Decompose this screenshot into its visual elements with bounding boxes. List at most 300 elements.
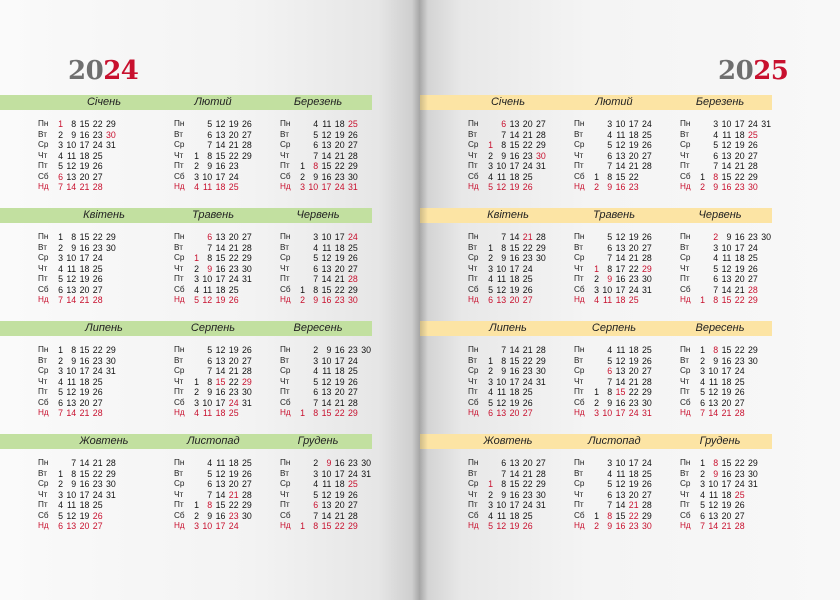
day-cell: 14 <box>215 140 226 150</box>
day-cell: 24 <box>334 182 345 192</box>
day-cell: 15 <box>615 387 626 397</box>
day-cell: 24 <box>522 263 533 274</box>
day-cell: 27 <box>92 284 103 295</box>
weekday-label: Сб <box>280 510 291 520</box>
day-cell: 17 <box>321 182 332 192</box>
weekday-label: Ср <box>280 140 291 149</box>
day-cell: 7 <box>313 510 319 521</box>
day-cell: 17 <box>615 263 626 274</box>
day-cell: 25 <box>642 129 652 140</box>
day-cell: 23 <box>628 182 639 192</box>
month-name: Вересень <box>293 322 343 334</box>
day-cell: 12 <box>321 253 332 263</box>
day-cell: 2 <box>300 295 305 305</box>
weekday-label: Вт <box>280 468 289 478</box>
weekday-label: Сб <box>468 397 479 407</box>
day-cell: 28 <box>348 274 358 284</box>
weekday-label: Ср <box>680 140 691 149</box>
day-cell: 20 <box>79 397 90 408</box>
weekday-label: Чт <box>468 150 478 160</box>
weekday-label: Чт <box>280 150 290 160</box>
day-cell: 20 <box>79 521 90 531</box>
day-cell: 2 <box>488 489 493 500</box>
day-cell: 18 <box>628 345 639 355</box>
day-cell: 23 <box>628 521 639 531</box>
weekday-label: Вт <box>280 129 289 139</box>
day-cell: 21 <box>628 253 639 263</box>
weekday-label: Пн <box>174 345 185 354</box>
day-cell: 21 <box>79 182 90 192</box>
day-cell: 1 <box>58 345 63 355</box>
day-cell: 16 <box>79 129 90 140</box>
day-cell: 10 <box>496 500 507 510</box>
day-cell: 11 <box>203 182 213 192</box>
day-cell: 8 <box>501 355 507 366</box>
day-cell: 10 <box>721 242 732 253</box>
day-cell: 11 <box>722 253 732 263</box>
day-cell: 2 <box>300 171 305 182</box>
day-cell: 25 <box>734 489 745 500</box>
weekday-label: Чт <box>680 150 690 160</box>
day-cell: 26 <box>348 253 358 263</box>
day-cell: 7 <box>58 182 63 192</box>
weekday-label: Вт <box>38 355 47 365</box>
day-cell: 4 <box>700 489 705 500</box>
day-cell: 21 <box>79 408 90 418</box>
day-cell: 19 <box>79 387 90 397</box>
day-cell: 28 <box>642 376 652 387</box>
day-cell: 6 <box>488 408 493 418</box>
day-cell: 1 <box>300 161 305 171</box>
day-cell: 23 <box>228 510 239 521</box>
day-cell: 13 <box>721 274 732 284</box>
day-cell: 8 <box>713 295 719 305</box>
weekday-label: Сб <box>680 171 691 181</box>
weekday-label: Сб <box>574 284 585 294</box>
weekday-label: Пт <box>38 274 48 283</box>
weekday-label: Вт <box>468 129 477 139</box>
day-cell: 11 <box>322 242 332 253</box>
weekday-label: Чт <box>574 376 584 386</box>
day-cell: 14 <box>509 345 520 355</box>
month-name: Березень <box>293 96 343 108</box>
day-cell: 27 <box>242 355 252 366</box>
day-cell: 16 <box>321 295 332 305</box>
day-cell: 26 <box>748 263 758 274</box>
day-cell: 3 <box>313 355 319 366</box>
day-cell: 9 <box>71 242 77 253</box>
day-cell: 9 <box>313 171 319 182</box>
day-cell: 11 <box>203 408 213 418</box>
day-cell: 29 <box>242 500 252 510</box>
day-cell: 26 <box>642 479 652 489</box>
weekday-label: Ср <box>468 366 479 375</box>
day-cell: 23 <box>348 458 358 468</box>
day-cell: 24 <box>748 119 758 129</box>
day-cell: 30 <box>642 274 652 284</box>
weekday-label: Нд <box>574 408 585 417</box>
day-cell: 24 <box>228 521 239 531</box>
day-cell: 26 <box>348 376 358 387</box>
day-cell: 9 <box>607 397 613 408</box>
month-name: Травень <box>191 209 235 221</box>
day-cell: 1 <box>488 355 493 366</box>
day-cell: 4 <box>207 458 213 468</box>
day-cell: 14 <box>215 242 226 253</box>
day-cell: 18 <box>509 510 520 521</box>
day-cell: 26 <box>92 510 103 521</box>
day-cell: 22 <box>628 263 639 274</box>
day-cell: 31 <box>761 119 771 129</box>
day-cell: 11 <box>616 345 626 355</box>
day-cell: 22 <box>522 140 533 150</box>
day-cell: 29 <box>642 387 652 397</box>
day-cell: 18 <box>628 129 639 140</box>
day-cell: 22 <box>228 253 239 263</box>
day-cell: 31 <box>242 274 252 284</box>
day-cell: 23 <box>228 387 239 397</box>
day-cell: 14 <box>66 408 77 418</box>
day-cell: 2 <box>58 355 63 366</box>
day-cell: 20 <box>628 489 639 500</box>
day-cell: 12 <box>321 129 332 140</box>
day-cell: 27 <box>642 242 652 253</box>
day-cell: 27 <box>348 140 358 150</box>
day-cell: 4 <box>313 119 319 129</box>
weekday-label: Ср <box>468 253 479 262</box>
day-cell: 15 <box>215 500 226 510</box>
day-cell: 28 <box>348 150 358 161</box>
weekday-label: Пт <box>280 274 290 283</box>
day-cell: 6 <box>607 366 613 376</box>
day-cell: 15 <box>721 171 732 182</box>
month-name: Серпень <box>591 322 637 334</box>
day-cell: 17 <box>721 366 732 376</box>
month-name: Квітень <box>487 209 529 221</box>
day-cell: 31 <box>106 366 116 376</box>
day-cell: 16 <box>79 355 90 366</box>
day-cell: 25 <box>642 468 652 479</box>
day-cell: 12 <box>202 295 213 305</box>
day-cell: 23 <box>734 355 745 366</box>
day-cell: 7 <box>207 366 213 376</box>
day-cell: 19 <box>334 253 345 263</box>
weekday-label: Пн <box>468 232 479 241</box>
day-cell: 27 <box>348 387 358 397</box>
weekday-label: Сб <box>174 510 185 520</box>
day-cell: 15 <box>721 295 732 305</box>
day-cell: 4 <box>713 253 719 263</box>
day-cell: 21 <box>522 232 533 242</box>
day-cell: 14 <box>321 397 332 408</box>
day-cell: 4 <box>194 284 199 295</box>
day-cell: 4 <box>58 150 63 161</box>
day-cell: 22 <box>734 458 745 468</box>
day-cell: 8 <box>713 345 719 355</box>
day-cell: 2 <box>488 253 493 263</box>
day-cell: 16 <box>509 366 520 376</box>
day-cell: 8 <box>71 119 77 129</box>
day-cell: 10 <box>496 263 507 274</box>
day-cell: 25 <box>748 129 758 140</box>
day-cell: 12 <box>66 387 77 397</box>
day-cell: 30 <box>242 387 252 397</box>
day-cell: 29 <box>348 284 358 295</box>
day-cell: 20 <box>334 263 345 274</box>
weekday-label: Вт <box>574 355 583 365</box>
day-cell: 24 <box>348 355 358 366</box>
weekday-label: Ср <box>174 479 185 488</box>
weekday-label: Нд <box>680 408 691 417</box>
day-cell: 12 <box>215 119 226 129</box>
day-cell: 10 <box>66 489 77 500</box>
weekday-label: Пт <box>680 161 690 170</box>
day-cell: 2 <box>700 468 705 479</box>
day-cell: 28 <box>642 253 652 263</box>
day-cell: 6 <box>58 171 63 182</box>
day-cell: 3 <box>713 242 719 253</box>
day-cell: 9 <box>207 510 213 521</box>
page-2025 <box>420 0 840 600</box>
day-cell: 9 <box>501 253 507 263</box>
day-cell: 14 <box>509 129 520 140</box>
day-cell: 29 <box>642 510 652 521</box>
weekday-label: Ср <box>574 479 585 488</box>
day-cell: 25 <box>734 376 745 387</box>
weekday-label: Пт <box>680 274 690 283</box>
day-cell: 10 <box>496 161 507 171</box>
day-cell: 27 <box>536 458 546 468</box>
day-cell: 5 <box>313 129 319 140</box>
day-cell: 2 <box>58 129 63 140</box>
day-cell: 16 <box>615 182 626 192</box>
day-cell: 25 <box>628 295 639 305</box>
day-cell: 10 <box>202 171 213 182</box>
day-cell: 31 <box>106 489 116 500</box>
day-cell: 2 <box>488 366 493 376</box>
weekday-label: Пн <box>280 232 291 241</box>
day-cell: 7 <box>58 295 63 305</box>
day-cell: 4 <box>58 263 63 274</box>
weekday-label: Пн <box>174 458 185 467</box>
day-cell: 1 <box>194 500 199 510</box>
day-cell: 24 <box>348 468 358 479</box>
day-cell: 15 <box>615 171 626 182</box>
day-cell: 28 <box>536 232 546 242</box>
day-cell: 2 <box>313 458 319 468</box>
weekday-label: Вт <box>574 468 583 478</box>
day-cell: 3 <box>488 161 493 171</box>
weekday-label: Пт <box>174 500 184 509</box>
day-cell: 7 <box>607 253 613 263</box>
day-cell: 17 <box>79 140 90 150</box>
day-cell: 9 <box>71 355 77 366</box>
month-name: Січень <box>490 96 526 108</box>
weekday-label: Ср <box>468 140 479 149</box>
day-cell: 28 <box>92 182 103 192</box>
month-name: Листопад <box>187 435 240 447</box>
day-cell: 19 <box>334 129 345 140</box>
weekday-label: Вт <box>174 129 183 139</box>
day-cell: 9 <box>607 182 613 192</box>
day-cell: 15 <box>509 355 520 366</box>
day-cell: 10 <box>602 408 613 418</box>
day-cell: 13 <box>215 355 226 366</box>
day-cell: 27 <box>522 295 533 305</box>
day-cell: 16 <box>334 458 345 468</box>
day-cell: 18 <box>721 489 732 500</box>
day-cell: 22 <box>92 232 103 242</box>
day-cell: 29 <box>242 376 252 387</box>
day-cell: 16 <box>615 274 626 284</box>
day-cell: 23 <box>228 263 239 274</box>
day-cell: 8 <box>71 345 77 355</box>
day-cell: 28 <box>642 161 652 171</box>
day-cell: 8 <box>207 500 213 510</box>
day-cell: 6 <box>313 140 319 150</box>
day-cell: 6 <box>313 500 319 510</box>
day-cell: 30 <box>361 345 371 355</box>
weekday-label: Ср <box>38 253 49 262</box>
day-cell: 10 <box>708 479 719 489</box>
day-cell: 26 <box>748 140 758 150</box>
day-cell: 27 <box>642 150 652 161</box>
day-cell: 23 <box>628 397 639 408</box>
day-cell: 23 <box>92 129 103 140</box>
month-name: Липень <box>85 322 123 334</box>
weekday-label: Ср <box>38 366 49 375</box>
day-cell: 14 <box>615 500 626 510</box>
day-cell: 2 <box>594 521 599 531</box>
day-cell: 9 <box>207 161 213 171</box>
weekday-label: Чт <box>280 376 290 386</box>
day-cell: 11 <box>497 510 507 521</box>
day-cell: 11 <box>322 479 332 489</box>
day-cell: 31 <box>106 140 116 150</box>
day-cell: 13 <box>496 295 507 305</box>
day-cell: 12 <box>721 140 732 150</box>
day-cell: 30 <box>536 489 546 500</box>
month-name: Жовтень <box>483 435 533 447</box>
day-cell: 9 <box>71 479 77 489</box>
day-cell: 17 <box>334 355 345 366</box>
day-cell: 18 <box>79 150 90 161</box>
day-cell: 8 <box>313 521 319 531</box>
day-cell: 4 <box>58 376 63 387</box>
day-cell: 1 <box>300 284 305 295</box>
day-cell: 29 <box>642 263 652 274</box>
day-cell: 17 <box>334 232 345 242</box>
day-cell: 8 <box>607 387 613 397</box>
day-cell: 5 <box>58 161 63 171</box>
day-cell: 21 <box>734 284 745 295</box>
day-cell: 12 <box>496 182 507 192</box>
weekday-label: Чт <box>38 263 48 273</box>
day-cell: 17 <box>215 274 226 284</box>
weekday-label: Чт <box>174 263 184 273</box>
day-cell: 17 <box>734 119 745 129</box>
day-cell: 21 <box>228 489 239 500</box>
day-cell: 12 <box>615 140 626 150</box>
day-cell: 6 <box>700 397 705 408</box>
day-cell: 15 <box>215 150 226 161</box>
day-cell: 4 <box>194 408 199 418</box>
weekday-label: Нд <box>38 408 49 417</box>
day-cell: 7 <box>607 161 613 171</box>
day-cell: 23 <box>228 161 239 171</box>
day-cell: 10 <box>496 376 507 387</box>
day-cell: 23 <box>334 171 345 182</box>
day-cell: 15 <box>215 253 226 263</box>
day-cell: 10 <box>202 397 213 408</box>
weekday-label: Нд <box>280 408 291 417</box>
day-cell: 26 <box>242 345 252 355</box>
day-cell: 6 <box>207 479 213 489</box>
day-cell: 20 <box>79 171 90 182</box>
day-cell: 29 <box>242 150 252 161</box>
year-title <box>68 56 138 86</box>
day-cell: 9 <box>713 182 719 192</box>
day-cell: 14 <box>321 510 332 521</box>
day-cell: 19 <box>509 284 520 295</box>
day-cell: 26 <box>734 387 745 397</box>
day-cell: 30 <box>106 355 116 366</box>
weekday-label: Чт <box>468 376 478 386</box>
day-cell: 6 <box>607 150 613 161</box>
day-cell: 21 <box>228 366 239 376</box>
day-cell: 3 <box>194 171 199 182</box>
day-cell: 24 <box>228 397 239 408</box>
day-cell: 29 <box>106 345 116 355</box>
day-cell: 19 <box>334 489 345 500</box>
day-cell: 9 <box>501 150 507 161</box>
weekday-label: Сб <box>38 510 49 520</box>
day-cell: 27 <box>734 397 745 408</box>
day-cell: 21 <box>92 458 103 468</box>
weekday-label: Пт <box>680 387 690 396</box>
day-cell: 5 <box>488 182 493 192</box>
day-cell: 25 <box>642 345 652 355</box>
day-cell: 24 <box>748 242 758 253</box>
day-cell: 22 <box>228 500 239 510</box>
weekday-label: Пн <box>280 119 291 128</box>
weekday-label: Чт <box>468 489 478 499</box>
day-cell: 28 <box>536 468 546 479</box>
day-cell: 12 <box>721 263 732 274</box>
day-cell: 7 <box>700 521 705 531</box>
day-cell: 13 <box>321 263 332 274</box>
day-cell: 4 <box>607 129 613 140</box>
day-cell: 1 <box>58 468 63 479</box>
weekday-label: Вт <box>174 468 183 478</box>
day-cell: 15 <box>721 458 732 468</box>
day-cell: 2 <box>594 182 599 192</box>
day-cell: 14 <box>321 274 332 284</box>
day-cell: 27 <box>348 263 358 274</box>
day-cell: 16 <box>215 510 226 521</box>
day-cell: 14 <box>509 232 520 242</box>
weekday-label: Вт <box>468 242 477 252</box>
day-cell: 8 <box>71 232 77 242</box>
day-cell: 31 <box>242 397 252 408</box>
day-cell: 28 <box>348 397 358 408</box>
day-cell: 6 <box>207 232 213 242</box>
day-cell: 9 <box>207 387 213 397</box>
day-cell: 13 <box>615 242 626 253</box>
day-cell: 11 <box>497 387 507 397</box>
day-cell: 30 <box>242 510 252 521</box>
day-cell: 30 <box>642 397 652 408</box>
